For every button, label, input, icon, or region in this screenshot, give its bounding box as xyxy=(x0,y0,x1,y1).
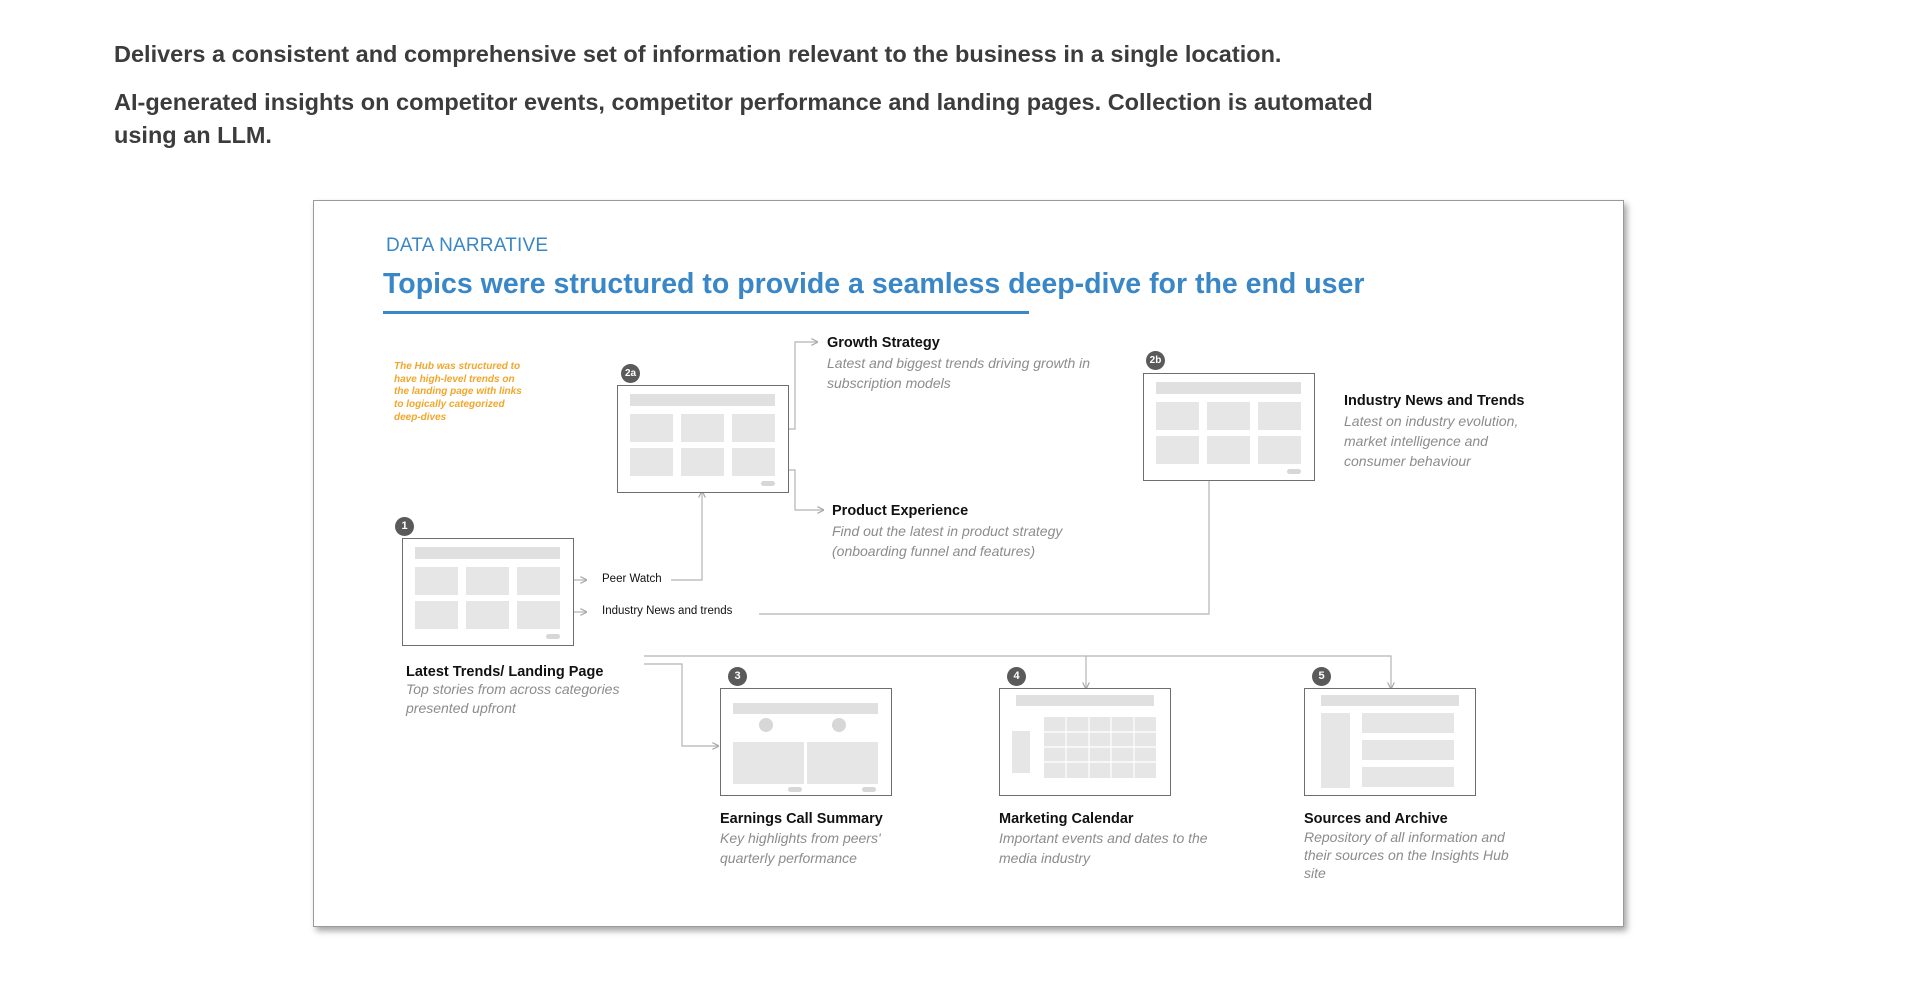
landing-to-earnings-connector xyxy=(644,664,718,746)
slide-kicker: DATA NARRATIVE xyxy=(386,235,549,256)
earnings-title: Earnings Call Summary xyxy=(720,811,883,827)
slide-title: Topics were structured to provide a seamless deep-dive for the end user xyxy=(383,268,1365,300)
industry-news-title: Industry News and Trends xyxy=(1344,393,1525,409)
growth-strategy-desc: Latest and biggest trends driving growth in subscription models xyxy=(827,355,1091,391)
sources-desc: Repository of all information and their sources on the Insights Hub site xyxy=(1304,829,1509,881)
peer-watch-to-hub-connector xyxy=(671,492,702,580)
calendar-desc: Important events and dates to the media industry xyxy=(999,830,1208,866)
peer-watch-link: Peer Watch xyxy=(602,573,662,585)
landing-to-sources-connector xyxy=(1086,656,1391,688)
peer-watch-wireframe xyxy=(617,385,789,493)
earnings-wireframe xyxy=(720,688,892,796)
landing-title: Latest Trends/ Landing Page xyxy=(406,664,604,680)
sources-title: Sources and Archive xyxy=(1304,811,1448,827)
diagram-slide xyxy=(313,200,1624,927)
landing-desc: Top stories from across categories presented upfront xyxy=(406,681,620,716)
product-experience-title: Product Experience xyxy=(832,503,969,519)
industry-news-wireframe xyxy=(1143,373,1315,481)
badge-landing: 1 xyxy=(395,517,414,536)
intro-statement: Delivers a consistent and comprehensive set of information relevant to the business in a single location. xyxy=(114,41,1282,67)
landing-page-wireframe xyxy=(402,538,574,646)
badge-industry: 2b xyxy=(1146,351,1165,370)
sources-wireframe xyxy=(1304,688,1476,796)
calendar-wireframe xyxy=(999,688,1171,796)
calendar-grid xyxy=(1044,717,1156,778)
badge-sources: 5 xyxy=(1312,667,1331,686)
industry-news-desc: Latest on industry evolution, market intelligence and consumer behaviour xyxy=(1344,413,1519,469)
growth-strategy-title: Growth Strategy xyxy=(827,335,940,351)
earnings-desc: Key highlights from peers' quarterly performance xyxy=(720,830,881,866)
intro-description: AI-generated insights on competitor events, competitor performance and landing pages. Collection is automated using an LLM. xyxy=(114,89,1373,148)
badge-earnings: 3 xyxy=(728,667,747,686)
calendar-title: Marketing Calendar xyxy=(999,811,1134,827)
badge-peer-hub: 2a xyxy=(621,364,640,383)
industry-news-link: Industry News and trends xyxy=(602,605,733,617)
product-experience-desc: Find out the latest in product strategy (onboarding funnel and features) xyxy=(832,523,1063,559)
badge-calendar: 4 xyxy=(1007,667,1026,686)
design-note: The Hub was structured to have high-level trends on the landing page with links to logically categorized deep-dives xyxy=(394,361,522,423)
